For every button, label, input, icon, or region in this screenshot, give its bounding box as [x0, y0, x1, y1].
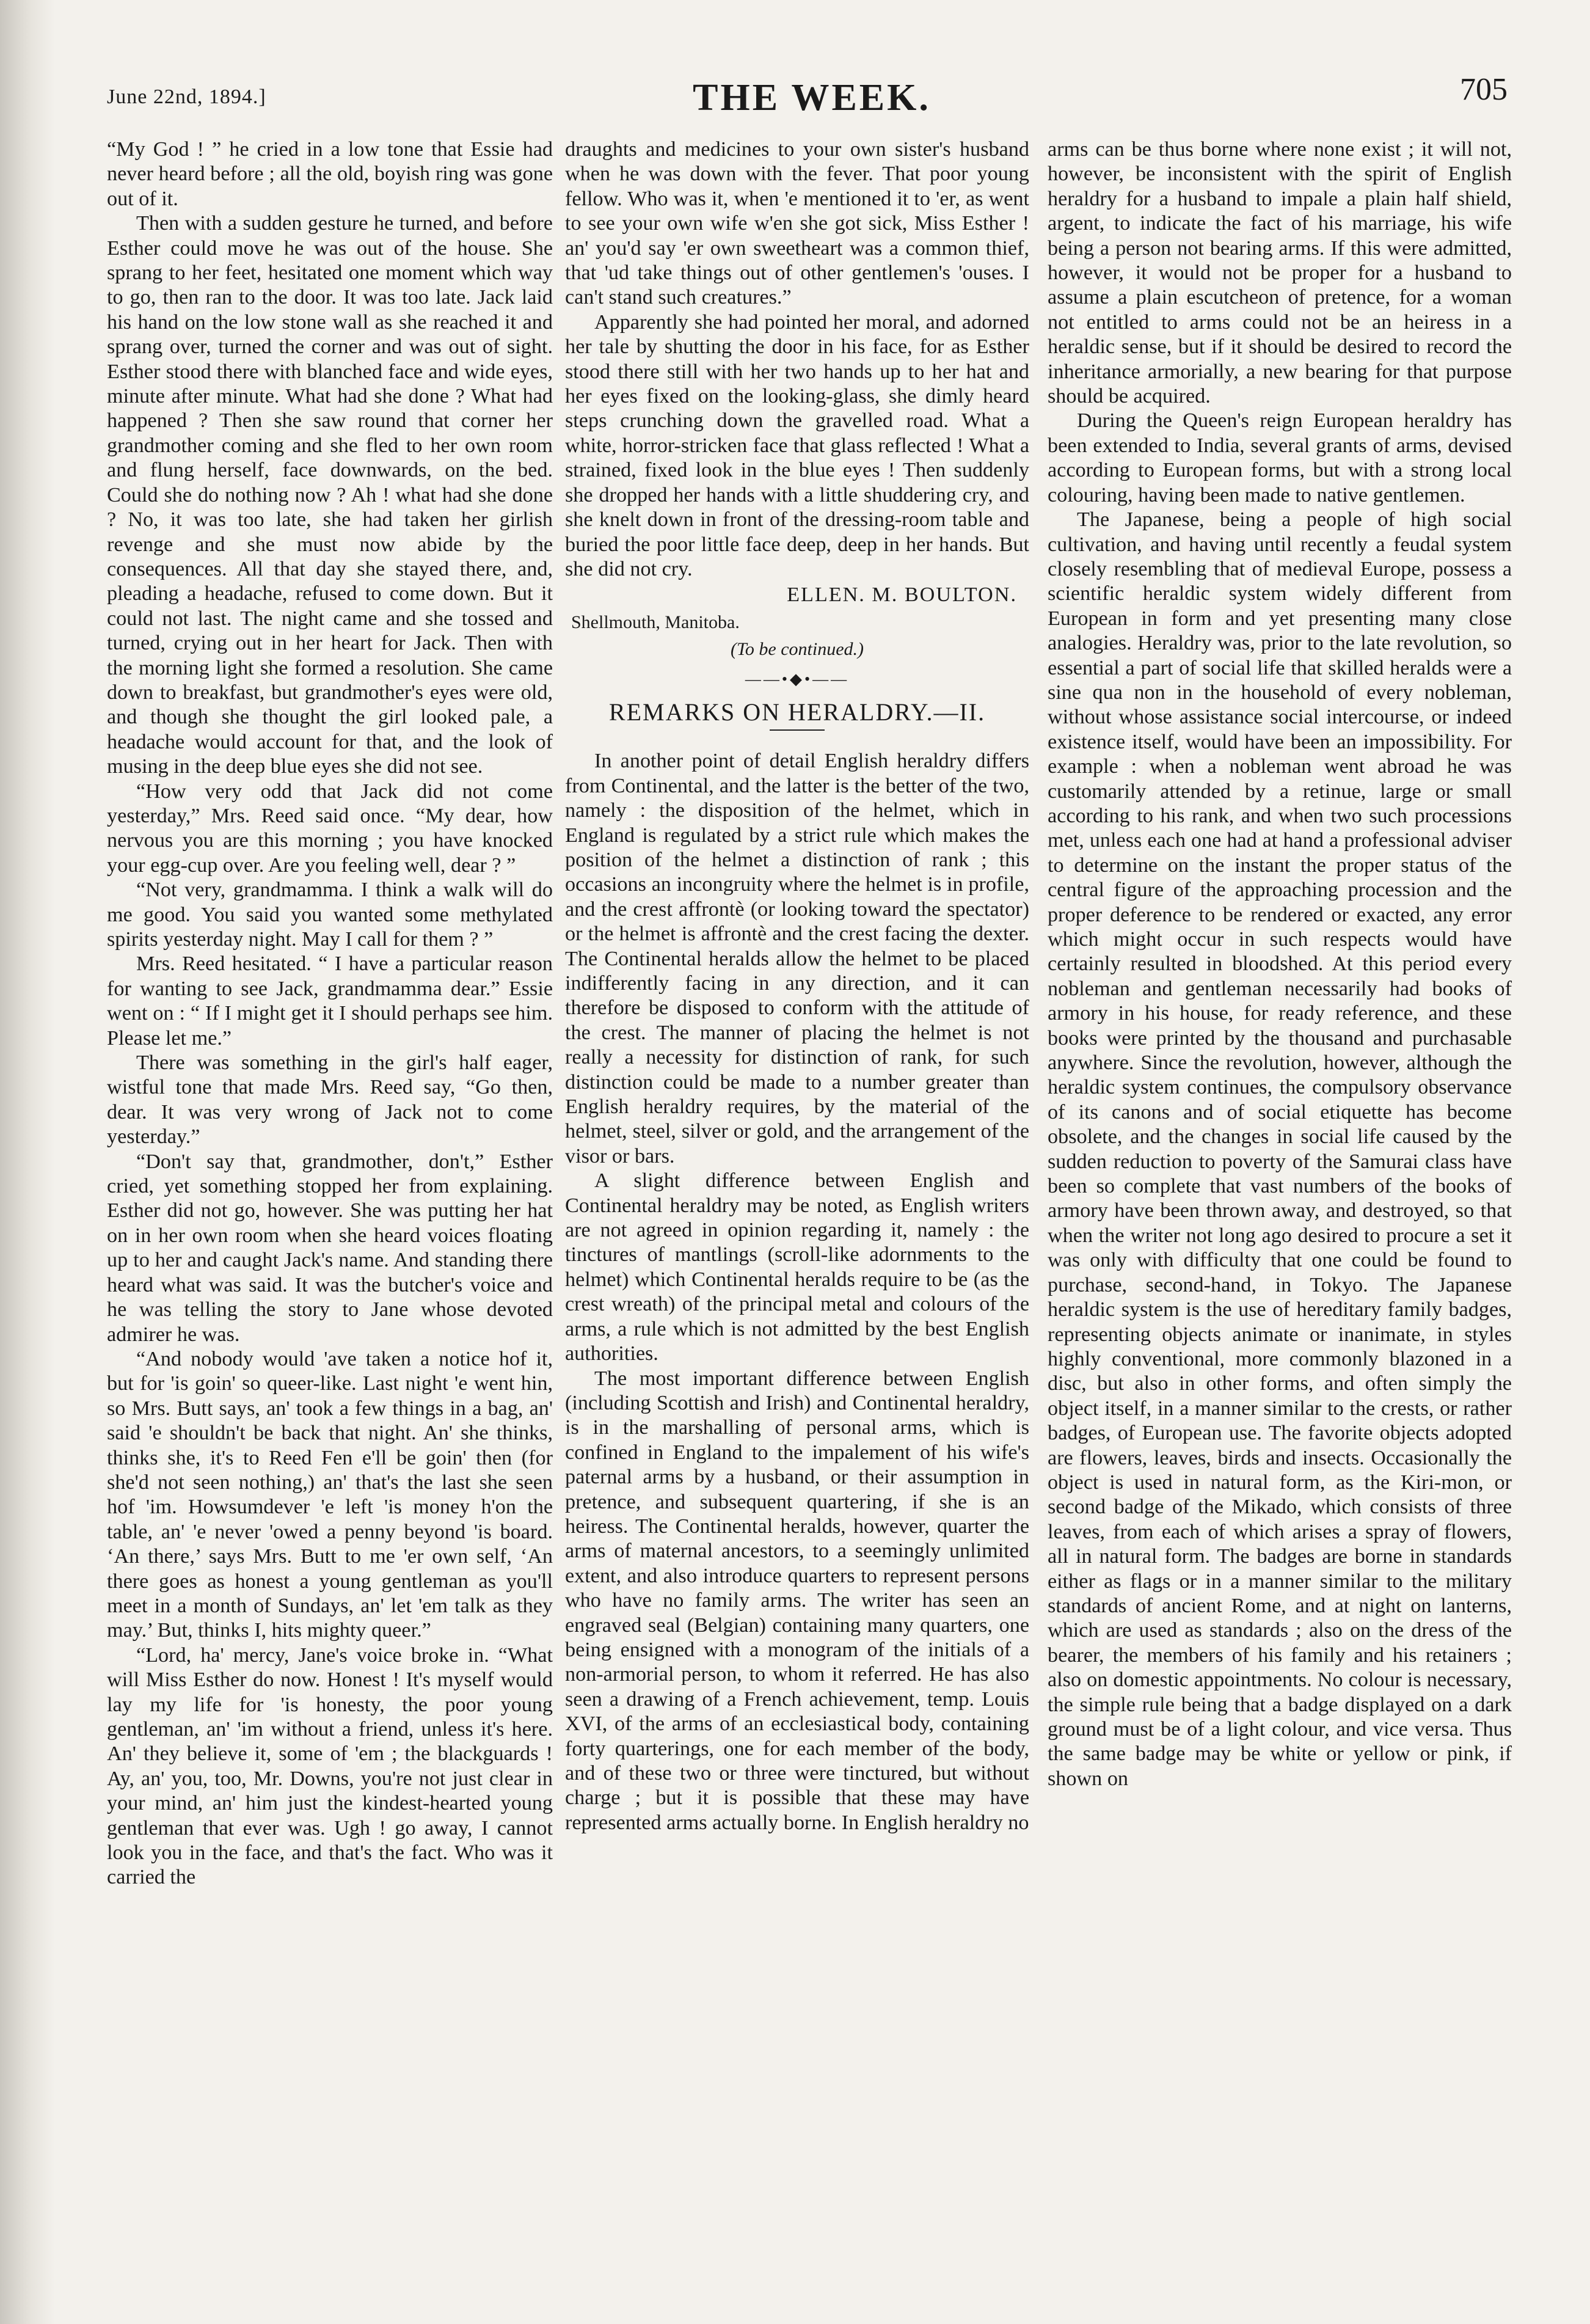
author-location: Shellmouth, Manitoba. [571, 612, 740, 632]
paragraph: arms can be thus borne where none exist ; it will not, however, be inconsistent with the spirit of English heraldry for a husband to impale a plain half shield, argent, to indicate the fact of his marriage, his wife being a person not bearing arms. If this were admitted, however, it would not be proper for a husband to assume a plain escutcheon of pretence, for a woman not entitled to arms could not be an heiress in a heraldic sense, but if it should be desired to record the inheritance armorially, a new bearing for that purpose should be acquired. [1048, 138, 1512, 408]
paragraph: draughts and medicines to your own sister's husband when he was down with the fever. That poor young fellow. Who was it, when 'e mentioned it to 'er, as went to see your own wife w'en she got sick, Miss Esther ! an' you'd say 'er own sweetheart was a common thief, that 'ud take things out of other gentlemen's 'ouses. I can't stand such creatures.” [565, 138, 1029, 309]
title-rule [770, 729, 825, 731]
paragraph: “My God ! ” he cried in a low tone that Essie had never heard before ; all the old, boyish ring was gone out of it. [107, 138, 553, 210]
paragraph: A slight difference between English and Continental heraldry may be noted, as English writers are not agreed in opinion regarding it, namely : the tinctures of mantlings (scroll-like adornments to the helmet) which Continental heralds require to be (as the crest wreath) of the principal metal and colours of the arms, a rule which is not admitted by the best English authorities. [565, 1169, 1029, 1365]
paragraph: “And nobody would 'ave taken a notice hof it, but for 'is goin' so queer-like. Last night 'e went hin, so Mrs. Butt says, an' took a few things in a bag, an' said 'e shouldn't be back that night. An' she thinks, thinks she, it's to Reed Fen e'll be goin' then (for she'd not seen nothing,) an' that's the last she seen hof 'im. Howsumdever 'e left 'is money h'on the table, an' 'e never 'owed a penny beyond 'is board. ‘An there,’ says Mrs. Butt to me 'er own self, ‘An there goes as honest a young gentleman as you'll meet in a month of Sundays, an' let 'em talk as they may.’ But, thinks I, hits mighty queer.” [107, 1347, 553, 1642]
paragraph: “How very odd that Jack did not come yesterday,” Mrs. Reed said once. “My dear, how nervous you are this morning ; you have knocked your egg-cup over. Are you feeling well, dear ? ” [107, 780, 553, 877]
section-divider-ornament: ——•◆•—— [745, 670, 850, 688]
page-header [107, 58, 1517, 131]
paragraph: During the Queen's reign European heraldry has been extended to India, several grants of arms, devised according to European forms, but with a strong local colouring, having been made to native gentlemen. [1048, 409, 1512, 506]
paragraph: Mrs. Reed hesitated. “ I have a particular reason for wanting to see Jack, grandmamma dear.” Essie went on : “ If I might get it I should perhaps see him. Please let me.” [107, 952, 553, 1050]
author-signature: ELLEN. M. BOULTON. [787, 583, 1017, 607]
section-title: REMARKS ON HERALDRY.—II. [608, 698, 986, 726]
paragraph: The Japanese, being a people of high social cultivation, and having until recently a feudal system closely resembling that of medieval Europe, possess a scientific heraldic system widely different from European in form and yet presenting many close analogies. Heraldry was, prior to the late revolution, so essential a part of social life that skilled heralds were a sine qua non in the household of every nobleman, without whose assistance social intercourse, or indeed existence itself, would have been an impossibility. For example : when a nobleman went abroad he was customarily attended by a retinue, large or small according to his rank, and when two such processions met, unless each one had at hand a professional adviser to determine on the instant the proper status of the central figure of the approaching procession and the proper deference to be rendered or exacted, any error which might occur in such respects would have certainly resulted in bloodshed. At this period every nobleman and gentleman necessarily had books of armory in his house, for ready reference, and these books were printed by the thousand and purchasable anywhere. Since the revolution, however, although the heraldic system continues, the compulsory observance of its canons and of social etiquette has become obsolete, and the changes in social life caused by the sudden reduction to poverty of the Samurai class have been so complete that vast numbers of the books of armory have been thrown away, and destroyed, so that when the writer not long ago desired to procure a set it was only with difficulty that one could be found to purchase, second-hand, in Tokyo. The Japanese heraldic system is the use of hereditary family badges, representing objects animate or inanimate, in styles highly conventional, more commonly blazoned in a disc, but also in other forms, and often simply the object itself, in a manner similar to the crests, or rather badges, of European use. The favorite objects adopted are flowers, leaves, birds and insects. Occasionally the object is used in natural form, as the Kiri-mon, or second badge of the Mikado, which consists of three leaves, from each of which arises a spray of flowers, all in natural form. The badges are borne in standards either as flags or in a manner similar to the military standards of ancient Rome, and at night on lanterns, which are used as standards ; also on the dress of the bearer, the members of his family and his retainers ; also on domestic appointments. No colour is necessary, the simple rule being that a badge displayed on a dark ground must be of a light colour, and vice versa. Thus the same badge may be white or yellow or pink, if shown on [1048, 508, 1512, 1790]
paragraph: Apparently she had pointed her moral, and adorned her tale by shutting the door in his face, for as Esther stood there still with her two hands up to her hat and her eyes fixed on the looking-glass, she dimly heard steps crunching down the gravelled road. What a white, horror-stricken face that glass reflected ! What a strained, fixed look in the blue eyes ! Then suddenly she dropped her hands with a little shuddering cry, and she knelt down in front of the dressing-room table and buried the poor little face deep, deep in her hands. But she did not cry. [565, 310, 1029, 580]
issue-date: June 22nd, 1894.] [107, 86, 266, 108]
paragraph: “Don't say that, grandmother, don't,” Esther cried, yet something stopped her from explaining. Esther did not go, however. She was putting her hat on in her own room when she heard voices floating up to her and caught Jack's name. And standing there heard what was said. It was the butcher's voice and he was telling the story to Jane whose devoted admirer he was. [107, 1150, 553, 1346]
publication-title: THE WEEK. [693, 77, 931, 119]
paragraph: There was something in the girl's half eager, wistful tone that made Mrs. Reed say, “Go then, dear. It was very wrong of Jack not to come yesterday.” [107, 1051, 553, 1149]
column-2 [565, 137, 1029, 1835]
paragraph: “Not very, grandmamma. I think a walk will do me good. You said you wanted some methylated spirits yesterday night. May I call for them ? ” [107, 879, 553, 951]
column-1 [107, 137, 553, 1890]
paragraph: “Lord, ha' mercy, Jane's voice broke in. “What will Miss Esther do now. Honest ! It's myself would lay my life for 'is honesty, the poor young gentleman, an' 'im without a friend, unless it's here. An' they believe it, some of 'em ; the blackguards ! Ay, an' you, too, Mr. Downs, you're not just clear in your mind, an' him just the kindest-hearted young gentleman that ever was. Ugh ! go away, I cannot look you in the face, and that's the fact. Who was it carried the [107, 1643, 553, 1889]
continued-note: (To be continued.) [730, 639, 864, 660]
paragraph: The most important difference between English (including Scottish and Irish) and Continental heraldry, is in the marshalling of personal arms, which is confined in England to the impalement of his wife's paternal arms by a husband, or their assumption in pretence, and subsequent quartering, if she is an heiress. The Continental heralds, however, quarter the arms of maternal ancestors, to a seemingly unlimited extent, and also introduce quarters to represent persons who have no family arms. The writer has seen an engraved seal (Belgian) containing many quarters, one being ensigned with a monogram of the initials of a non-armorial person, to whom it referred. He has also seen a drawing of a French achievement, temp. Louis XVI, of the arms of an ecclesiastical body, containing forty quarterings, one for each member of the body, and of these two or three were tinctured, but without charge ; but it is possible that these may have represented arms actually borne. In English heraldry no [565, 1367, 1029, 1834]
column-3 [1048, 137, 1512, 1791]
page-number: 705 [1460, 72, 1508, 107]
paragraph: In another point of detail English heraldry differs from Continental, and the latter is the better of the two, namely : the disposition of the helmet, which in England is regulated by a strict rule which makes the position of the helmet a distinction of rank ; this occasions an incongruity where the helmet is in profile, and the crest affrontè (or looking toward the spectator) or the helmet is affrontè and the crest facing the dexter. The Continental heralds allow the helmet to be placed indifferently facing in any direction, and it can therefore be disposed to conform with the attitude of the crest. The manner of placing the helmet is not really a necessity for distinction of rank, for such distinction could be made to a number greater than English heraldry requires, by the material of the helmet, steel, silver or gold, and the arrangement of the visor or bars. [565, 750, 1029, 1167]
binding-gutter [0, 0, 55, 2324]
paragraph: Then with a sudden gesture he turned, and before Esther could move he was out of the house. She sprang to her feet, hesitated one moment which way to go, then ran to the door. It was too late. Jack laid his hand on the low stone wall as she reached it and sprang over, turned the corner and was out of sight. Esther stood there with blanched face and wide eyes, minute after minute. What had she done ? What had happened ? Then she saw round that corner her grandmother coming and she fled to her own room and flung herself, face downwards, on the bed. Could she do nothing now ? Ah ! what had she done ? No, it was too late, she had taken her girlish revenge and she must now abide by the consequences. All that day she stayed there, and, pleading a headache, refused to come down. But it could not last. The night came and she tossed and turned, crying out in her heart for Jack. Then with the morning light she formed a resolution. She came down to breakfast, but grandmother's eyes were old, and though she thought the girl looked pale, a headache would account for that, and the look of musing in the deep blue eyes she did not see. [107, 212, 553, 778]
